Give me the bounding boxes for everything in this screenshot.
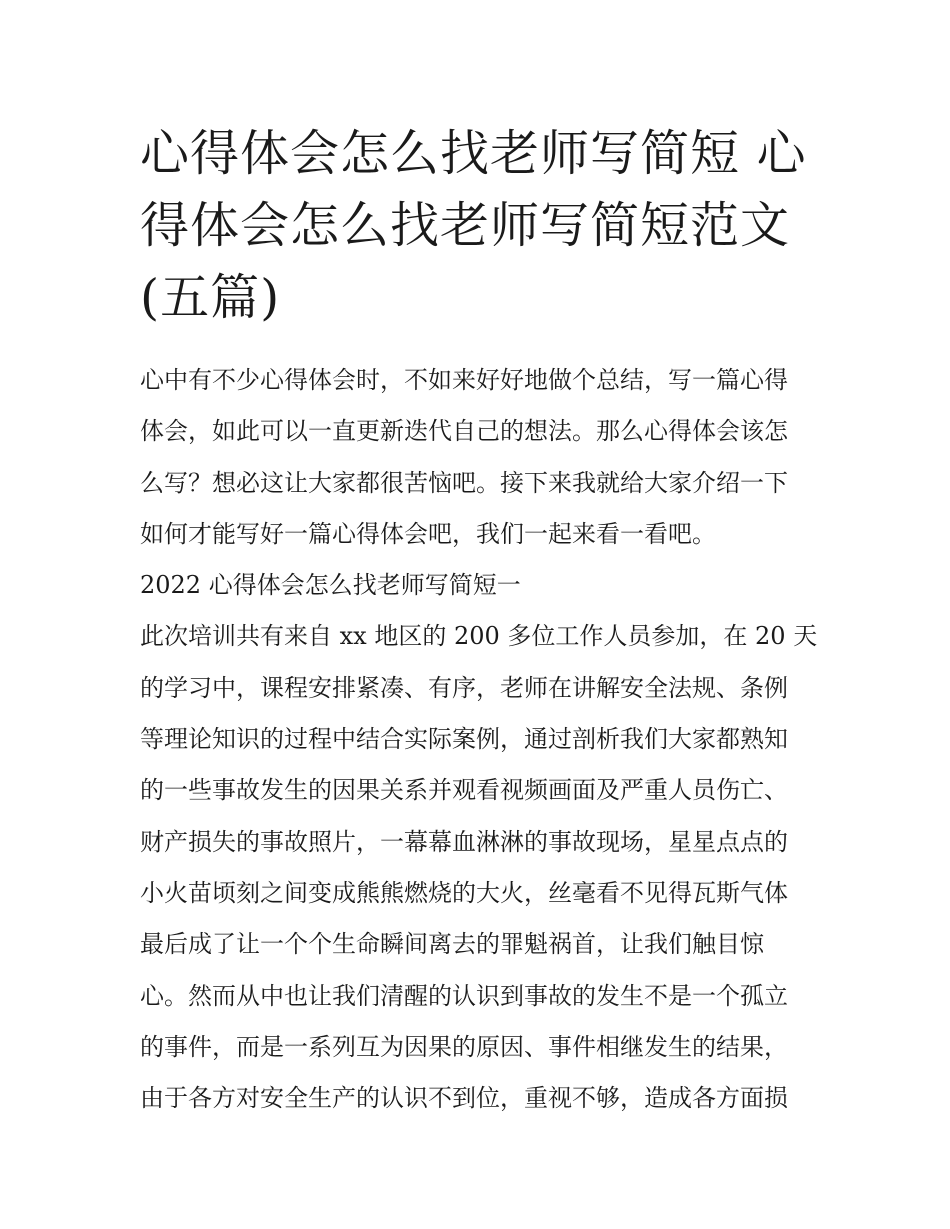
section-line: 财产损失的事故照片，一幕幕血淋淋的事故现场，星星点点的 <box>140 827 788 856</box>
title-line-1: 心得体会怎么找老师写简短 心 <box>140 125 807 182</box>
section-line: 心。然而从中也让我们清醒的认识到事故的发生不是一个孤立 <box>140 981 788 1010</box>
intro-line: 体会，如此可以一直更新迭代自己的想法。那么心得体会该怎 <box>140 417 788 446</box>
intro-line: 心中有不少心得体会时，不如来好好地做个总结，写一篇心得 <box>140 366 788 394</box>
document-title <box>140 118 820 334</box>
title-line-2: 得体会怎么找老师写简短范文 <box>140 197 791 254</box>
intro-line: 么写？想必这让大家都很苦恼吧。接下来我就给大家介绍一下 <box>140 468 788 497</box>
section-line: 此次培训共有来自 xx 地区的 200 多位工作人员参加，在 20 天 <box>140 622 818 651</box>
section-line: 的一些事故发生的因果关系并观看视频画面及严重人员伤亡、 <box>140 776 788 805</box>
section-line: 的事件，而是一系列互为因果的原因、事件相继发生的结果， <box>140 1032 788 1061</box>
title-line-3: (五篇) <box>140 269 281 326</box>
document-body <box>140 355 830 1124</box>
intro-line: 如何才能写好一篇心得体会吧，我们一起来看一看吧。 <box>140 519 716 548</box>
section-line: 小火苗顷刻之间变成熊熊燃烧的大火，丝毫看不见得瓦斯气体 <box>140 878 788 907</box>
section-heading: 2022 心得体会怎么找老师写简短一 <box>140 571 521 600</box>
section-line: 的学习中，课程安排紧凑、有序，老师在讲解安全法规、条例 <box>140 673 788 702</box>
section-line: 最后成了让一个个生命瞬间离去的罪魁祸首，让我们触目惊 <box>140 930 764 959</box>
section-line: 等理论知识的过程中结合实际案例，通过剖析我们大家都熟知 <box>140 725 788 754</box>
section-line: 由于各方对安全生产的认识不到位，重视不够，造成各方面损 <box>140 1084 788 1113</box>
